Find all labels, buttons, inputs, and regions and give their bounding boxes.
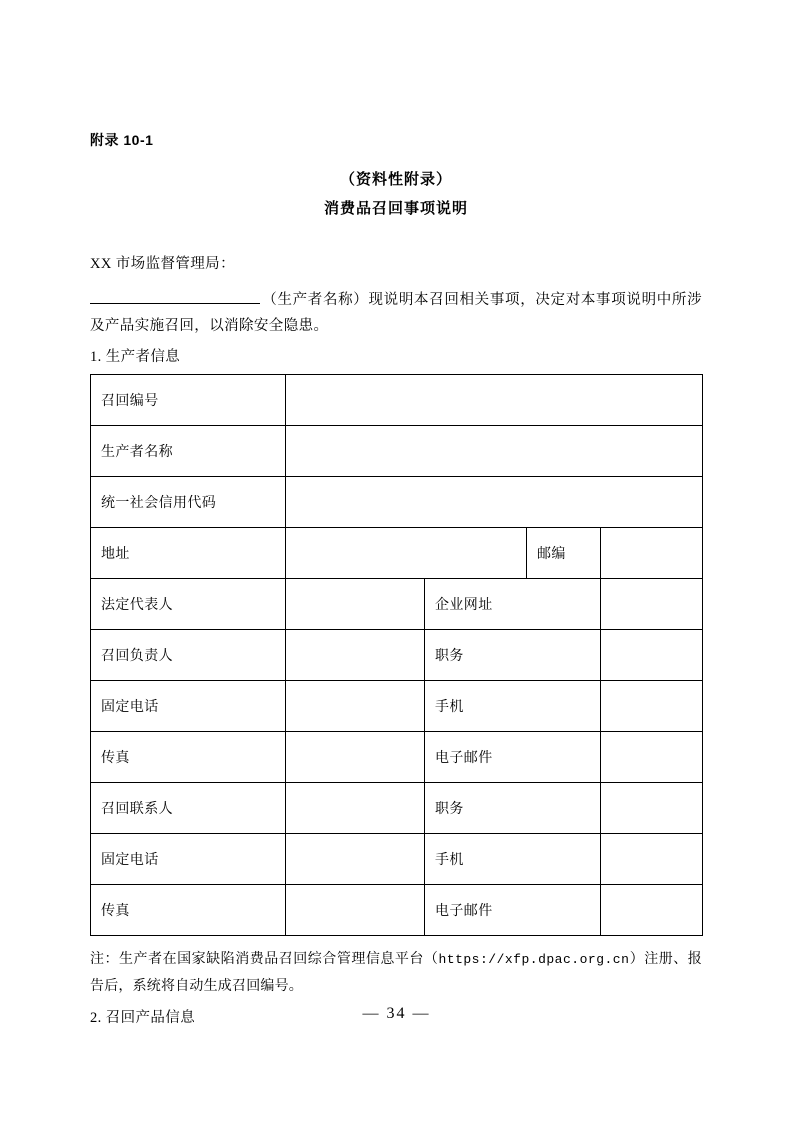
- row-label-secondary: 电子邮件: [425, 732, 601, 783]
- row-value[interactable]: [286, 579, 425, 630]
- row-value-secondary[interactable]: [601, 834, 703, 885]
- row-label: 召回负责人: [91, 630, 286, 681]
- table-row: [91, 783, 703, 834]
- row-value[interactable]: [286, 375, 703, 426]
- row-label: 生产者名称: [91, 426, 286, 477]
- row-label-secondary: 职务: [425, 630, 601, 681]
- producer-info-table: [90, 374, 703, 936]
- intro-paragraph-text: （生产者名称）现说明本召回相关事项，决定对本事项说明中所涉及产品实施召回，以消除安全隐患。: [90, 292, 702, 334]
- row-value[interactable]: [286, 426, 703, 477]
- row-label-secondary: 电子邮件: [425, 885, 601, 936]
- intro-paragraph: [90, 287, 702, 339]
- row-label: 固定电话: [91, 681, 286, 732]
- table-row: [91, 579, 703, 630]
- table-row: [91, 477, 703, 528]
- section-heading-product-info: 2. 召回产品信息: [90, 1010, 196, 1026]
- table-row: [91, 630, 703, 681]
- row-value[interactable]: [286, 885, 425, 936]
- table-row: [91, 885, 703, 936]
- row-value[interactable]: [286, 732, 425, 783]
- table-row: [91, 375, 703, 426]
- footnote-suffix: ）注册、报告后，系统将自动生成召回编号。: [90, 952, 703, 994]
- row-label: 统一社会信用代码: [91, 477, 286, 528]
- document-body: [90, 130, 702, 1027]
- row-label: 召回联系人: [91, 783, 286, 834]
- footnote-url: https://xfp.dpac.org.cn: [438, 952, 630, 967]
- appendix-label: 附录 10-1: [90, 132, 154, 148]
- row-value[interactable]: [286, 630, 425, 681]
- row-label: 地址: [91, 528, 286, 579]
- table-row-address: [91, 528, 703, 579]
- row-label: 固定电话: [91, 834, 286, 885]
- row-label: 传真: [91, 732, 286, 783]
- row-label: 召回编号: [91, 375, 286, 426]
- row-label-secondary: 邮编: [527, 528, 601, 579]
- row-label-secondary: 手机: [425, 681, 601, 732]
- row-value[interactable]: [286, 783, 425, 834]
- row-value-secondary[interactable]: [601, 732, 703, 783]
- row-label: 传真: [91, 885, 286, 936]
- row-value-secondary[interactable]: [601, 579, 703, 630]
- row-value-secondary[interactable]: [601, 630, 703, 681]
- section-heading-producer-info: 1. 生产者信息: [90, 349, 181, 365]
- addressee-line: XX 市场监督管理局：: [90, 256, 235, 272]
- table-footnote: [90, 946, 702, 1000]
- row-value-secondary[interactable]: [601, 528, 703, 579]
- row-value-secondary[interactable]: [601, 681, 703, 732]
- row-label: 法定代表人: [91, 579, 286, 630]
- table-row: [91, 681, 703, 732]
- row-value[interactable]: [286, 681, 425, 732]
- footnote-prefix: 注：生产者在国家缺陷消费品召回综合管理信息平台（: [90, 952, 439, 967]
- row-label-secondary: 手机: [425, 834, 601, 885]
- producer-name-blank[interactable]: [90, 289, 260, 304]
- table-row: [91, 732, 703, 783]
- row-value-secondary[interactable]: [601, 783, 703, 834]
- row-value[interactable]: [286, 477, 703, 528]
- row-label-secondary: 职务: [425, 783, 601, 834]
- row-value[interactable]: [286, 834, 425, 885]
- row-value-secondary[interactable]: [601, 885, 703, 936]
- page-number: — 34 —: [362, 1005, 431, 1022]
- table-row: [91, 426, 703, 477]
- row-label-secondary: 企业网址: [425, 579, 601, 630]
- page-title: 消费品召回事项说明: [323, 200, 468, 217]
- document-subtitle: （资料性附录）: [339, 171, 452, 188]
- row-value[interactable]: [286, 528, 527, 579]
- table-row: [91, 834, 703, 885]
